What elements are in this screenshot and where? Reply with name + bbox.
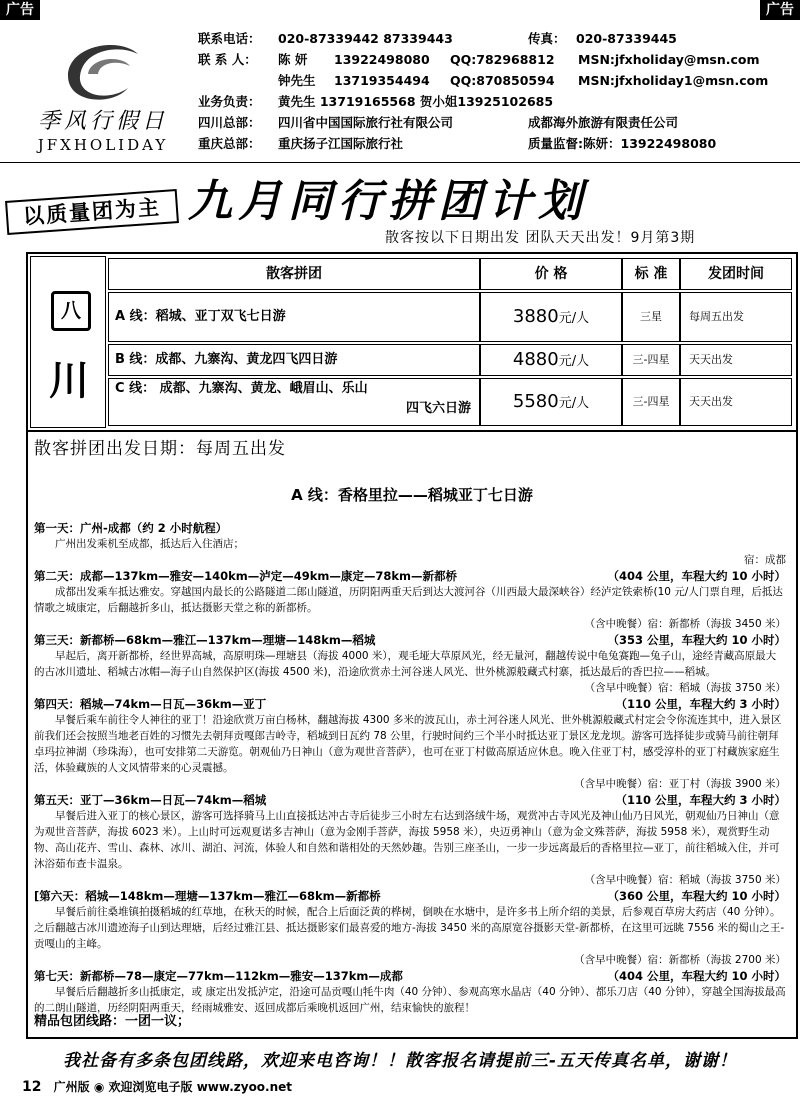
day-4: 第四天：稻城—74km—日瓦—36km—亚丁 （110 公里，车程大约 3 小时） 早餐后乘车前往令人神往的亚丁！沿途欣赏万亩白杨林，翻越海拔 4300 多米的波瓦山，赤土河谷迷人风光、世外桃源般藏式村定会令你流连其中，进入景区前我们还会按照当地老百姓的习惯先去朝拜贡嘎郎吉岭寺，稻城到日瓦约 78 公里，行驶时间约三个半小时抵达亚丁景区龙龙坝。游客可选择徒步或骑马前往朝拜卓玛拉神湖（珍珠海），也可安排第二天游览。朝观仙乃日神山（意为观世音菩萨），也可在亚丁村做高原适应休息。晚入住亚丁村，感受淳朴的亚丁村藏族家庭生活，体验藏族的人文风情带来的心灵震撼。 （含早中晚餐）宿：亚丁村（海拔 3900 米） xyxy=(34,697,786,790)
page-footer xyxy=(22,1078,292,1095)
day-2: 第二天：成都—137km—雅安—140km—泸定—49km—康定—78km—新都桥 （404 公里，车程大约 10 小时） 成都出发乘车抵达雅安。穿越国内最长的公路隧道二郎山隧道，历阴阳两重天后到达大渡河谷（川西最大最深峡谷）经泸定铁索桥(10 元/人门票自理，后抵达情歌之城康定，后翻越折多山，抵达摄影天堂之称的新都桥。 （含中晚餐）宿：新都桥（海拔 3450 米） xyxy=(34,569,786,630)
globe-icon: ◉ xyxy=(93,1080,109,1094)
phone-number: 020-87339442 87339443 xyxy=(278,31,453,46)
row-a-departure: 每周五出发 xyxy=(680,292,792,342)
person2-msn: MSN:jfxholiday1@msn.com xyxy=(578,73,769,88)
region-cell xyxy=(30,256,106,428)
quality-badge: 以质量团为主 xyxy=(5,189,179,235)
row-c-route: C 线： 成都、九寨沟、黄龙、峨眉山、乐山 四飞六日游 xyxy=(108,378,480,426)
person1-phone: 13922498080 xyxy=(334,52,430,67)
row-c-departure: 天天出发 xyxy=(680,378,792,426)
person-label: 联 系 人： xyxy=(198,52,257,67)
chongqing-hq-label: 重庆总部： xyxy=(198,136,261,151)
region-label: 川 xyxy=(49,358,89,404)
row-b-standard: 三-四星 xyxy=(622,344,680,376)
header-departure: 发团时间 xyxy=(680,258,792,290)
person1-name: 陈 妍 xyxy=(278,52,308,67)
chongqing-hq: 重庆扬子江国际旅行社 xyxy=(278,136,404,151)
person1-qq: QQ:782968812 xyxy=(450,52,555,67)
business-contacts: 黄先生 13719165568 贺小姐13925102685 xyxy=(278,94,554,109)
row-b-route: B 线：成都、九寨沟、黄龙四飞四日游 xyxy=(108,344,480,376)
row-b-departure: 天天出发 xyxy=(680,344,792,376)
weekly-departure-heading: 散客拼团出发日期：每周五出发 xyxy=(34,439,286,459)
itinerary-section xyxy=(26,430,798,1039)
person2-qq: QQ:870850594 xyxy=(450,73,555,88)
phone-label: 联系电话： xyxy=(198,31,261,46)
day-5: 第五天：亚丁—36km—日瓦—74km—稻城 （110 公里，车程大约 3 小时） 早餐后进入亚丁的核心景区，游客可选择骑马上山直接抵达冲古寺后徒步三小时左右达到洛绒牛场，观赏冲古寺风光及神山仙乃日风光，朝观仙乃日神山（意为观世音菩萨，海拔 6023 米）。上山时可远观夏诺多吉神山（意为金刚手菩萨，海拔 5958 米），央迈勇神山（意为金文殊菩萨，海拔 5958 米），观赏野生动物、高山花卉、雪山、森林、冰川、湖泊、河流，体验人和自然和谐相处的天然妙趣。告别三座圣山，一步一步远离最后的香格里拉—亚丁，前往稻城入住，并可沐浴茹布查卡温泉。 （含早中晚餐）宿：稻城（海拔 3750 米） xyxy=(34,793,786,886)
sichuan-hq: 四川省中国国际旅行社有限公司 xyxy=(278,115,454,130)
region-icon: 八 xyxy=(51,291,91,331)
price-table xyxy=(26,252,798,432)
company-logo xyxy=(18,30,188,160)
header-price: 价 格 xyxy=(480,258,622,290)
fax-label: 传真： xyxy=(528,31,566,46)
swirl-logo-icon xyxy=(58,36,148,106)
route-a-title: A 线：香格里拉——稻城亚丁七日游 xyxy=(291,486,533,504)
chengdu-agency: 成都海外旅游有限责任公司 xyxy=(528,115,679,130)
sichuan-hq-label: 四川总部： xyxy=(198,115,261,130)
day-1: 第一天：广州-成都（约 2 小时航程） 广州出发乘机至成都，抵达后入住酒店； 宿：成都 xyxy=(34,521,786,566)
row-a-price: 3880元/人 xyxy=(480,292,622,342)
company-name-cn: 季风行假日 xyxy=(37,109,168,134)
day-6: [第六天：稻城—148km—理塘—137km—雅江—68km—新都桥 （360 公里，车程大约 10 小时） 早餐后前往桑堆镇拍摄稻城的红草地，在秋天的时候，配合上后面泛黄的桦树，倒映在水塘中，是许多书上所介绍的美景，后参观百草房大药店（40 分钟）。之后翻越古冰川遗迹海子山到达理塘，后经过雅江县、抵达摄影家们最喜爱的地方-海拔 3450 米的高原宽谷摄影天堂-新都桥，在这里可远眺 7556 米的蜀山之王-贡嘎山的主峰。 （含早中晚餐）宿：新都桥（海拔 2700 米） xyxy=(34,889,786,966)
edition-label: 广州版 xyxy=(53,1080,90,1094)
page-subtitle: 散客按以下日期出发 团队天天出发！9月第3期 xyxy=(385,230,696,246)
quality-supervisor: 质量监督:陈妍：13922498080 xyxy=(528,136,717,151)
banner xyxy=(0,165,800,255)
itinerary-list xyxy=(34,520,786,1016)
site-link[interactable]: 欢迎浏览电子版 www.zyoo.net xyxy=(108,1080,293,1094)
row-c-price: 5580元/人 xyxy=(480,378,622,426)
row-a-standard: 三星 xyxy=(622,292,680,342)
fax-number: 020-87339445 xyxy=(576,31,677,46)
ad-tag-left: 广告 xyxy=(0,0,40,20)
person1-msn: MSN:jfxholiday@msn.com xyxy=(578,52,760,67)
row-c-standard: 三-四星 xyxy=(622,378,680,426)
day-7: 第七天：新都桥—78—康定—77km—112km—雅安—137km—成都 （404 公里，车程大约 10 小时） 早餐后后翻越折多山抵康定，或 康定出发抵泸定，沿途可品贡嘎山牦牛肉（40 分钟）、参观高寒水晶店（40 分钟）、都乐刀店（40 分钟），穿越全国海拔最高的二朗山隧道，历经阴阳两重天，经雨城雅安、返回成都后乘晚机返回广州，结束愉快的旅程！ xyxy=(34,969,786,1014)
ad-tag-right: 广告 xyxy=(760,0,800,20)
header xyxy=(0,22,800,163)
row-b-price: 4880元/人 xyxy=(480,344,622,376)
page-title: 九月同行拼团计划 xyxy=(188,176,588,227)
business-label: 业务负责： xyxy=(198,94,261,109)
footer-message: 我社备有多条包团线路，欢迎来电咨询！！散客报名请提前三-五天传真名单，谢谢！ xyxy=(62,1051,738,1071)
page-number: 12 xyxy=(22,1079,42,1095)
row-a-route: A 线：稻城、亚丁双飞七日游 xyxy=(108,292,480,342)
contact-block xyxy=(198,28,798,154)
header-route: 散客拼团 xyxy=(108,258,480,290)
person2-phone: 13719354494 xyxy=(334,73,430,88)
company-name-en: JFXHOLIDAY xyxy=(37,136,169,154)
person2-name: 钟先生 xyxy=(278,73,316,88)
header-standard: 标 准 xyxy=(622,258,680,290)
day-3: 第三天：新都桥—68km—雅江—137km—理塘—148km—稻城 （353 公里，车程大约 10 小时） 早起后，离开新都桥，经世界高城，高原明珠—理塘县（海拔 4000 米），观毛垭大草原风光，经无量河，翻越传说中龟兔赛跑—兔子山，途经青藏高原最大的古冰川遗址、稻城古冰帽—海子山自然保护区(海拔 4500 米)，沿途欣赏赤土河谷迷人风光、世外桃源般藏式村寨，抵达最后的香巴拉——稻城。 （含早中晚餐）宿：稻城（海拔 3750 米） xyxy=(34,633,786,694)
package-tour-line: 精品包团线路：一团一议； xyxy=(34,1014,191,1029)
